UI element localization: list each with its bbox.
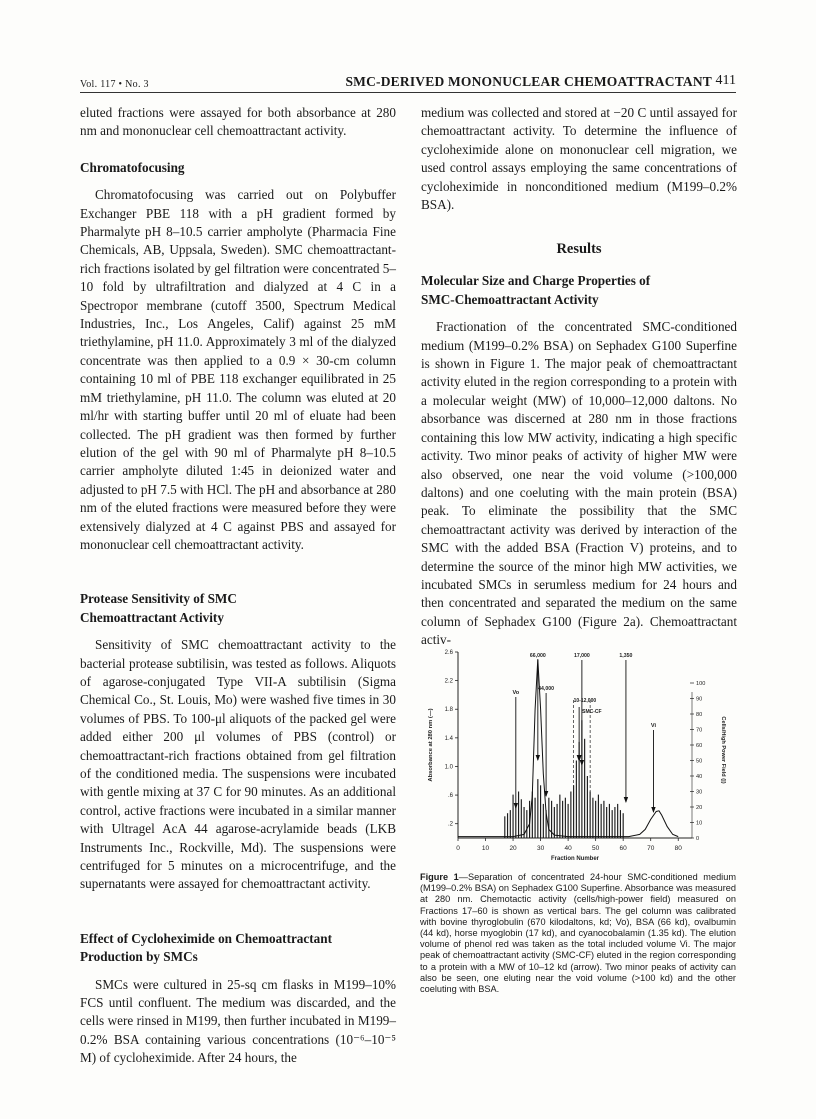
y-right-tick-label: 60	[696, 743, 703, 749]
paragraph-cycloheximide: SMCs were cultured in 25-sq cm flasks in M199–10% FCS until confluent. The medium was discarded, and the cells were rinsed in M199, then further incubated in M199–0.2% BSA containing various concentrations (10⁻⁶–10⁻⁵ M) of cycloheximide. After 24 hours, the	[80, 976, 396, 1066]
x-tick-label: 40	[564, 845, 572, 852]
marker-arrowhead	[514, 803, 518, 809]
activity-bar	[592, 798, 593, 838]
activity-bar	[504, 816, 505, 838]
activity-bar	[576, 761, 577, 839]
activity-bar	[507, 813, 508, 838]
activity-bar	[526, 810, 527, 838]
marker-arrowhead	[580, 760, 584, 766]
activity-bar	[554, 807, 555, 838]
activity-bar	[512, 795, 513, 838]
caption-text: —Separation of concentrated 24-hour SMC-conditioned medium (M199–0.2% BSA) on Sephadex G100 Superfine. Absorbance was measured at 280 nm. Chemotactic activity (cells/high-power field) measured on Fractions 17–60 is shown as vertical bars. The gel column was calibrated with bovine thyroglobulin (670 kilodaltons, kd; Vo), BSA (66 kd), ovalbumin (44 kd), horse myoglobin (17 kd), and cyanocobalamin (1.35 kd). The elution volume of phenol red was taken as the total included volume Vi. The major peak of chemoattractant activity (SMC-CF) eluted in the region corresponding to a protein with a MW of 10–12 kd (arrow). Two minor peaks of activity can also be seen, one eluting near the void volume (>100 kd) and the other coeluting with BSA.	[420, 872, 736, 995]
activity-bar	[565, 798, 566, 838]
marker-arrowhead	[536, 755, 540, 761]
activity-bar	[543, 804, 544, 838]
activity-bar	[598, 795, 599, 838]
y-right-tick-label: 100	[696, 681, 706, 687]
y-left-tick-label: 2.2	[444, 678, 453, 685]
x-tick-label: 60	[619, 845, 627, 852]
y-left-tick-label: .2	[447, 821, 453, 828]
caption-label: Figure 1	[420, 872, 459, 882]
left-column	[80, 104, 396, 1068]
marker-arrowhead	[624, 797, 628, 803]
activity-bar	[537, 779, 538, 838]
figure-1-chart	[420, 640, 736, 865]
activity-bar	[557, 804, 558, 838]
activity-bar	[595, 801, 596, 838]
activity-bar	[559, 795, 560, 838]
activity-bar	[614, 807, 615, 838]
paragraph-protease: Sensitivity of SMC chemoattractant activity to the bacterial protease subtilisin, was tested as follows. Aliquots of agarose-conjugated Type VII-A subtilisin (Sigma Chemical Co., St. Louis, Mo) were washed five times in 30 volumes of PBS. To 100-μl aliquots of the packed gel were added either 200 μl volumes of PBS (control) or chemoattractant-rich fractions obtained from gel filtration of the conditioned media. The suspensions were incubated with gentle mixing at 37 C for 90 minutes. As an additional control, active fractions were incubated in a similar manner with Ultragel AcA 44 agarose-acrylamide beads (LKB Instruments Inc., Rockville, Md). The suspensions were centrifuged for 5 minutes on a microcentrifuge, and the supernatants were assayed for chemoattractant activity.	[80, 637, 396, 892]
page-number: 411	[715, 73, 736, 88]
paragraph-molecular: Fractionation of the concentrated SMC-conditioned medium (M199–0.2% BSA) on Sephadex G100 Superfine is shown in Figure 1. The major peak of chemoattractant activity eluted in the region corresponding to a protein with a molecular weight (MW) of 10,000–12,000 daltons. No absorbance was discerned at 280 nm in those fractions containing this low MW activity, indicating a high specific activity. Two minor peaks of activity of higher MW were also observed, one near the void volume (>100,000 daltons) and one coeluting with the main protein (BSA) peak. To eliminate the possibility that the SMC chemoattractant activity was derived by interaction of the SMC with the added BSA (Fraction V) proteins, and to determine the source of the minor high MW activities, we incubated SMCs in serumless medium for 24 hours and then concentrated and separated the medium on the same column of Sephadex G100 (Figure 2a). Chemoattractant activ-	[421, 319, 737, 648]
marker-label: 66,000	[529, 653, 546, 659]
x-tick-label: 70	[647, 845, 655, 852]
activity-bar	[623, 813, 624, 838]
heading-results: Results	[556, 241, 602, 258]
marker-label: 17,000	[573, 653, 590, 659]
x-tick-label: 30	[536, 845, 545, 852]
y-right-tick-label: 90	[696, 696, 703, 703]
activity-bar	[612, 810, 613, 838]
activity-bar	[518, 792, 519, 839]
activity-bar	[584, 739, 585, 838]
activity-bar	[510, 810, 511, 838]
heading-molecular-line2: SMC-Chemoattractant Activity	[421, 291, 599, 307]
activity-bar	[515, 804, 516, 838]
y-right-tick-label: 20	[696, 805, 703, 811]
activity-bar	[548, 798, 549, 838]
y-left-tick-label: .6	[447, 793, 453, 800]
region-label: 10-12,000	[573, 698, 597, 704]
activity-bar	[606, 807, 607, 838]
activity-bar	[540, 785, 541, 838]
x-tick-label: 0	[456, 845, 460, 852]
running-title: SMC-DERIVED MONONUCLEAR CHEMOATTRACTANT	[345, 74, 712, 89]
y-left-tick-label: 1.8	[444, 707, 453, 714]
activity-bar	[609, 804, 610, 838]
marker-label: 1,350	[619, 653, 633, 659]
x-tick-label: 50	[592, 845, 600, 852]
y-right-tick-label: 70	[696, 727, 703, 734]
heading-cycloheximide-line2: Production by SMCs	[80, 949, 198, 965]
activity-bar	[562, 801, 563, 838]
right-column	[421, 104, 737, 650]
heading-cycloheximide-line1: Effect of Cycloheximide on Chemoattractant	[80, 930, 332, 946]
marker-label: 44,000	[538, 686, 555, 692]
x-axis-label: Fraction Number	[550, 856, 600, 862]
x-tick-label: 80	[674, 845, 682, 852]
activity-bar	[535, 798, 536, 838]
y-right-axis-label: Cells/High Power Field (|)	[720, 716, 726, 784]
y-left-axis-label: Absorbance at 280 nm (—)	[428, 708, 434, 782]
heading-molecular-line1: Molecular Size and Charge Properties of	[421, 273, 651, 289]
activity-bar	[570, 792, 571, 839]
activity-bar	[568, 804, 569, 838]
activity-bar	[617, 804, 618, 838]
smc-cf-label: SMC-CF	[582, 709, 602, 715]
y-right-tick-label: 40	[696, 774, 703, 780]
y-right-tick-label: 80	[696, 712, 703, 718]
x-tick-label: 10	[481, 845, 490, 852]
activity-bar	[601, 804, 602, 838]
marker-label: Vo	[512, 690, 520, 696]
heading-protease-line2: Chemoattractant Activity	[80, 609, 224, 625]
x-tick-label: 20	[509, 845, 517, 852]
paragraph-continued: medium was collected and stored at −20 C until assayed for chemoattractant activity. To determine the influence of cycloheximide alone on mononuclear cell migration, we used control assays employing the same concentrations of cycloheximide in nonconditioned medium (M199–0.2% BSA).	[421, 105, 737, 213]
marker-arrowhead	[651, 807, 655, 813]
y-right-tick-label: 50	[696, 758, 703, 765]
journal-volume: Vol. 117 • No. 3	[80, 79, 149, 90]
activity-bar	[521, 799, 522, 838]
activity-bar	[587, 776, 588, 838]
activity-bar	[603, 801, 604, 838]
y-left-tick-label: 2.6	[444, 650, 453, 656]
chart-svg	[420, 640, 736, 865]
heading-protease-line1: Protease Sensitivity of SMC	[80, 591, 237, 607]
paragraph-chromatofocusing: Chromatofocusing was carried out on Polybuffer Exchanger PBE 118 with a pH gradient formed by Pharmalyte pH 8–10.5 carrier ampholyte (Pharmacia Fine Chemicals, AB, Uppsala, Sweden). SMC chemoattractant-rich fractions isolated by gel filtration were concentrated 5–10 fold by ultrafiltration and dialyzed at 4 C in a Spectropor membrane (cutoff 3500, Spectrum Medical Industries, Inc., Los Angeles, Calif) against 25 mM triethylamine, pH 11.0. Approximately 3 ml of the dialyzed concentrate was then applied to a 0.9 × 30-cm column containing 10 ml of PBE 118 exchanger equilibrated in 25 mM triethylamine, pH 11.0. The column was eluted at 20 ml/hr with starting buffer until 20 ml of eluate had been collected. The pH gradient was then formed by further elution of the gel with 90 ml of Pharmalyte pH 8–10.5 carrier ampholyte diluted 1:45 in deionized water and adjusted to pH 7.5 with HCl. The pH and absorbance at 280 nm of the eluted fractions were measured before they were extensively dialyzed at 4 C against PBS and assayed for mononuclear cell chemoattractant activity.	[80, 187, 396, 552]
figure-caption	[420, 872, 736, 995]
y-right-tick-label: 30	[696, 789, 703, 796]
activity-bar	[590, 792, 591, 839]
y-left-tick-label: 1.4	[444, 735, 453, 742]
header-rule	[80, 92, 736, 93]
activity-bar	[620, 810, 621, 838]
heading-chromatofocusing: Chromatofocusing	[80, 159, 185, 175]
y-left-tick-label: 1.0	[444, 764, 453, 771]
y-right-tick-label: 10	[696, 820, 703, 827]
marker-label: Vi	[650, 723, 657, 729]
paragraph-eluted: eluted fractions were assayed for both absorbance at 280 nm and mononuclear cell chemoattractant activity.	[80, 105, 396, 139]
y-right-tick-label: 0	[696, 836, 700, 842]
